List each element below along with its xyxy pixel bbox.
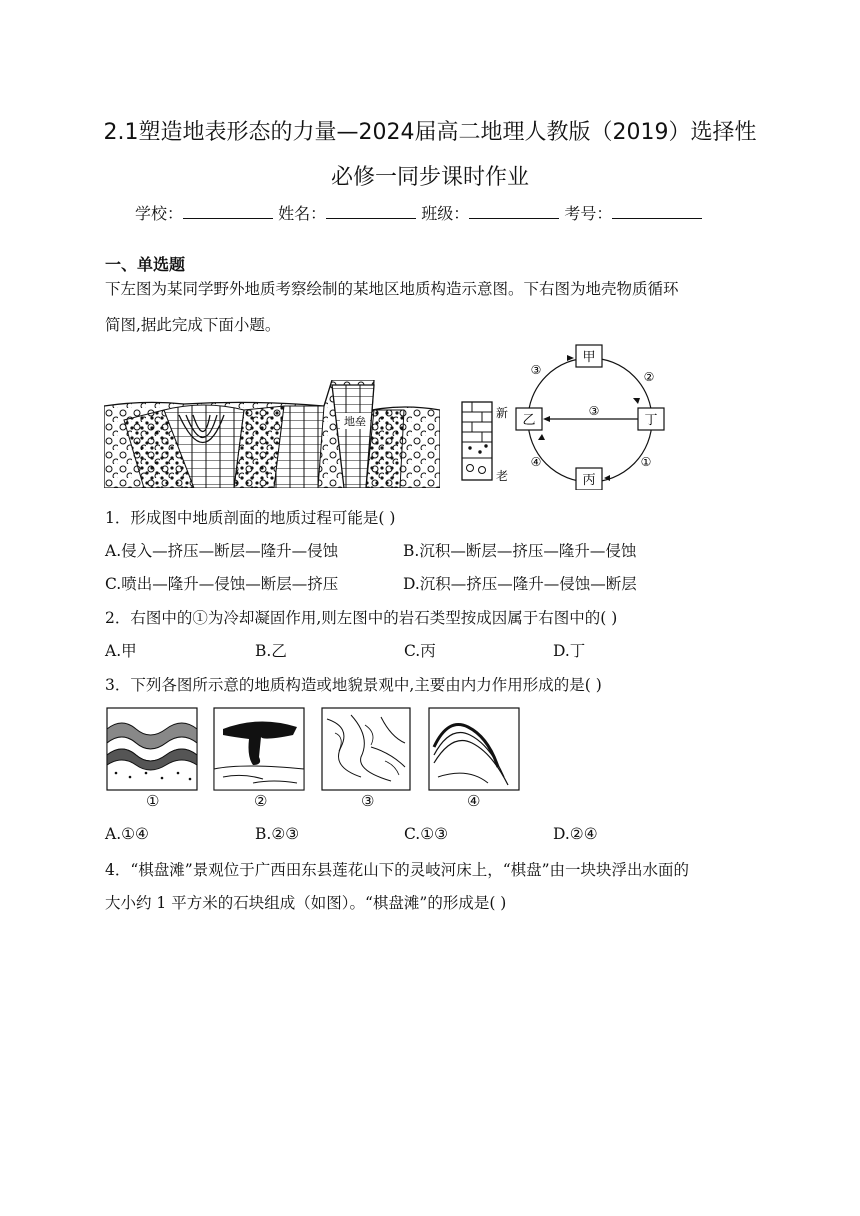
q3-figure-label-1: ① bbox=[146, 792, 160, 810]
q2-option-d[interactable]: D.丁 bbox=[553, 642, 586, 660]
intro-line-1: 下左图为某同学野外地质考察绘制的某地区地质构造示意图。下右图为地壳物质循环 bbox=[105, 280, 679, 298]
geologic-section-figure bbox=[104, 380, 440, 488]
page-subtitle: 必修一同步课时作业 bbox=[330, 165, 529, 190]
section-title: 一、单选题 bbox=[105, 255, 186, 274]
question-3-stem: 3．下列各图所示意的地质构造或地貌景观中,主要由内力作用形成的是( ) bbox=[105, 676, 602, 694]
school-blank[interactable] bbox=[183, 201, 273, 219]
q3-option-c[interactable]: C.①③ bbox=[404, 825, 449, 843]
legend-new-label: 新 bbox=[496, 406, 509, 420]
class-blank[interactable] bbox=[469, 201, 559, 219]
arrow-label-4: ④ bbox=[530, 455, 542, 469]
school-label: 学校： bbox=[135, 204, 184, 223]
name-label: 姓名： bbox=[278, 204, 327, 223]
class-label: 班级： bbox=[421, 204, 470, 223]
node-top-label: 甲 bbox=[582, 350, 596, 365]
q3-figure-3-karst bbox=[321, 707, 411, 791]
q3-figure-label-3: ③ bbox=[361, 792, 375, 810]
question-2-stem: 2．右图中的①为冷却凝固作用,则左图中的岩石类型按成因属于右图中的( ) bbox=[105, 609, 618, 627]
q1-option-d[interactable]: D.沉积—挤压—隆升—侵蚀—断层 bbox=[403, 575, 637, 593]
q3-figure-label-2: ② bbox=[254, 792, 268, 810]
q3-figure-4-fault bbox=[428, 707, 520, 791]
exam-no-label: 考号： bbox=[564, 204, 613, 223]
name-blank[interactable] bbox=[326, 201, 416, 219]
q3-figure-label-4: ④ bbox=[467, 792, 481, 810]
legend-old-label: 老 bbox=[496, 469, 509, 483]
question-4-stem-line-1: 4．“棋盘滩”景观位于广西田东县莲花山下的灵岐河床上，“棋盘”由一块块浮出水面的 bbox=[105, 861, 690, 879]
arrow-label-5: ① bbox=[640, 455, 652, 469]
q3-option-d[interactable]: D.②④ bbox=[553, 825, 598, 843]
arrow-label-1: ③ bbox=[530, 363, 542, 377]
question-4-stem-line-2: 大小约 1 平方米的石块组成（如图）。“棋盘滩”的形成是( ) bbox=[105, 894, 507, 912]
q3-figure-1-folds bbox=[106, 707, 198, 791]
q1-option-a[interactable]: A.侵入—挤压—断层—隆升—侵蚀 bbox=[105, 542, 339, 560]
student-info-row bbox=[135, 201, 735, 224]
strata-legend-figure bbox=[458, 398, 510, 484]
question-1-stem: 1．形成图中地质剖面的地质过程可能是( ) bbox=[105, 509, 396, 527]
rock-cycle-figure bbox=[512, 344, 672, 490]
arrow-label-3: ③ bbox=[588, 404, 600, 418]
horst-label: 地垒 bbox=[344, 415, 366, 428]
q2-option-c[interactable]: C.丙 bbox=[404, 642, 436, 660]
q2-option-b[interactable]: B.乙 bbox=[255, 642, 287, 660]
intro-line-2: 简图,据此完成下面小题。 bbox=[105, 316, 281, 334]
node-right-label: 丁 bbox=[644, 413, 658, 428]
q3-figure-2-mushroom-rock bbox=[213, 707, 305, 791]
arrow-label-2: ② bbox=[643, 370, 655, 384]
q1-option-c[interactable]: C.喷出—隆升—侵蚀—断层—挤压 bbox=[105, 575, 339, 593]
page-title: 2.1塑造地表形态的力量—2024届高二地理人教版（2019）选择性 bbox=[103, 120, 757, 145]
q1-option-b[interactable]: B.沉积—断层—挤压—隆升—侵蚀 bbox=[403, 542, 637, 560]
q3-option-a[interactable]: A.①④ bbox=[105, 825, 149, 843]
node-bottom-label: 丙 bbox=[582, 473, 596, 488]
exam-no-blank[interactable] bbox=[612, 201, 702, 219]
q2-option-a[interactable]: A.甲 bbox=[105, 642, 137, 660]
q3-option-b[interactable]: B.②③ bbox=[255, 825, 300, 843]
node-left-label: 乙 bbox=[522, 413, 536, 428]
